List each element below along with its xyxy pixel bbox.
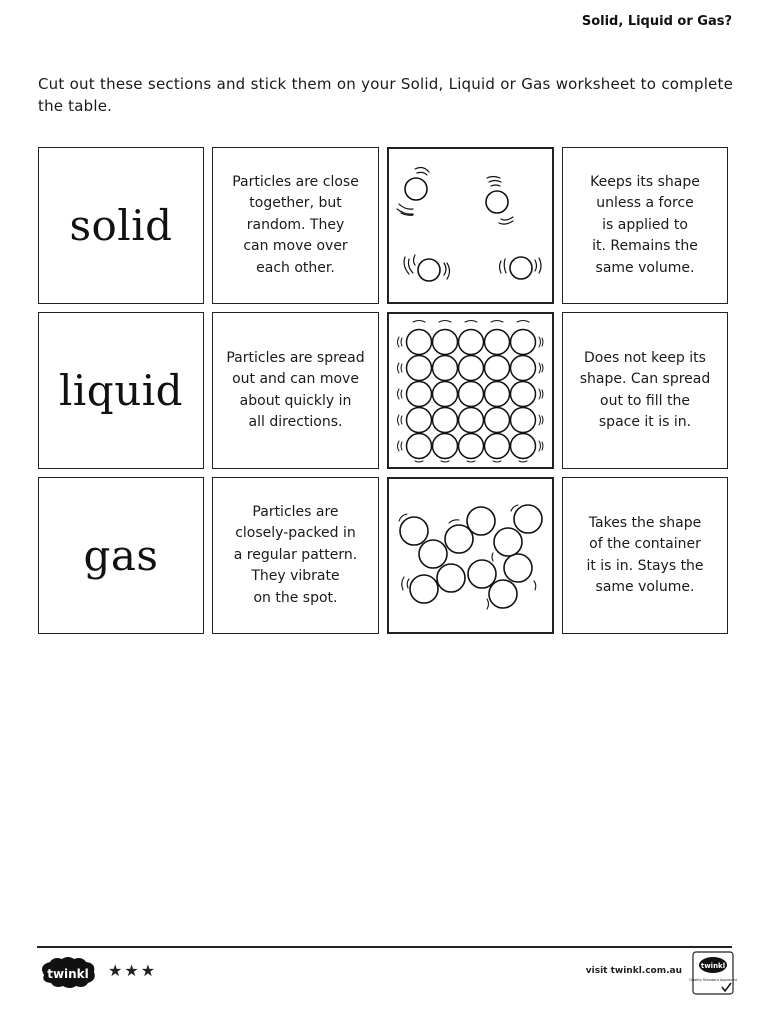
- vibration-mark: [401, 416, 402, 424]
- grid-particle: [511, 330, 536, 355]
- grid-particle: [407, 356, 432, 381]
- footer-divider: [37, 946, 732, 948]
- word-card: [38, 477, 204, 634]
- vibration-mark: [401, 364, 402, 372]
- grid-particle: [511, 382, 536, 407]
- vibration-mark: [539, 337, 541, 347]
- property-text: Keeps its shape unless a force is applied to it. Remains the same volume.: [590, 173, 700, 276]
- packed-grid-particles-diagram-icon: [387, 312, 554, 469]
- grid-particle: [459, 408, 484, 433]
- vibration-mark: [542, 364, 543, 372]
- grid-particle: [485, 356, 510, 381]
- vibration-mark: [401, 390, 402, 398]
- vibration-mark: [398, 389, 400, 399]
- grid-particle: [433, 408, 458, 433]
- grid-particle: [485, 408, 510, 433]
- grid-particle: [511, 408, 536, 433]
- description-card: [212, 477, 379, 634]
- vibration-mark: [398, 441, 400, 451]
- vibration-mark: [398, 415, 400, 425]
- vibration-mark: [517, 321, 529, 323]
- vibration-mark: [413, 321, 425, 323]
- vibration-mark: [439, 321, 451, 323]
- vibration-mark: [542, 416, 543, 424]
- grid-particle: [407, 382, 432, 407]
- vibration-mark: [542, 390, 543, 398]
- property-text: Does not keep its shape. Can spread out to fill the space it is in.: [579, 349, 711, 430]
- grid-particle: [433, 382, 458, 407]
- random-close-particles-diagram-icon: [387, 477, 554, 634]
- page-title: Solid, Liquid or Gas?: [581, 14, 732, 29]
- vibration-mark: [467, 461, 475, 462]
- vibration-mark: [493, 461, 501, 462]
- table-row: [38, 312, 732, 469]
- svg-text:Quality Standard Approved: Quality Standard Approved: [689, 978, 737, 982]
- grid-particle: [459, 434, 484, 459]
- vibration-mark: [542, 442, 543, 450]
- vibration-mark: [465, 321, 477, 323]
- vibration-mark: [398, 337, 400, 347]
- grid-particle: [485, 434, 510, 459]
- description-text: Particles are spread out and can move about quickly in all directions.: [226, 349, 365, 430]
- vibration-mark: [542, 338, 543, 346]
- grid-particle: [485, 382, 510, 407]
- vibration-mark: [441, 461, 449, 462]
- description-card: [212, 312, 379, 469]
- table-row: [38, 147, 732, 304]
- description-text: Particles are close together, but random. They can move over each other.: [232, 173, 359, 276]
- vibration-mark: [539, 389, 541, 399]
- grid-particle: [407, 330, 432, 355]
- grid-particle: [459, 382, 484, 407]
- vibration-mark: [491, 321, 503, 323]
- vibration-mark: [398, 363, 400, 373]
- vibration-mark: [539, 441, 541, 451]
- state-word: gas: [83, 531, 159, 580]
- table-row: [38, 477, 732, 634]
- quality-badge-icon: [689, 951, 737, 995]
- twinkl-logo-icon: [38, 957, 98, 989]
- svg-text:twinkl: twinkl: [700, 962, 726, 970]
- grid-particle: [459, 356, 484, 381]
- state-word: solid: [69, 201, 173, 250]
- property-text: Takes the shape of the container it is in. Stays the same volume.: [586, 514, 704, 595]
- grid-particle: [433, 356, 458, 381]
- grid-particle: [407, 434, 432, 459]
- difficulty-stars: ★★★: [108, 961, 158, 980]
- grid-particle: [433, 434, 458, 459]
- svg-text:twinkl: twinkl: [47, 967, 89, 981]
- word-card: [38, 312, 204, 469]
- property-card: [562, 312, 728, 469]
- grid-particle: [459, 330, 484, 355]
- description-text: Particles are closely-packed in a regular pattern. They vibrate on the spot.: [233, 503, 358, 606]
- property-card: [562, 147, 728, 304]
- instructions-text: Cut out these sections and stick them on your Solid, Liquid or Gas worksheet to complete the table.: [38, 75, 733, 115]
- description-card: [212, 147, 379, 304]
- vibration-mark: [401, 442, 402, 450]
- grid-particle: [485, 330, 510, 355]
- vibration-mark: [539, 363, 541, 373]
- state-word: liquid: [58, 366, 184, 415]
- grid-particle: [407, 408, 432, 433]
- word-card: [38, 147, 204, 304]
- vibration-mark: [539, 415, 541, 425]
- visit-link-text: visit twinkl.com.au: [585, 966, 682, 976]
- grid-particle: [511, 356, 536, 381]
- vibration-mark: [519, 461, 527, 462]
- cut-out-table: [38, 147, 732, 642]
- spread-particles-diagram-icon: [387, 147, 554, 304]
- vibration-mark: [415, 461, 423, 462]
- property-card: [562, 477, 728, 634]
- grid-particle: [433, 330, 458, 355]
- grid-particle: [511, 434, 536, 459]
- vibration-mark: [401, 338, 402, 346]
